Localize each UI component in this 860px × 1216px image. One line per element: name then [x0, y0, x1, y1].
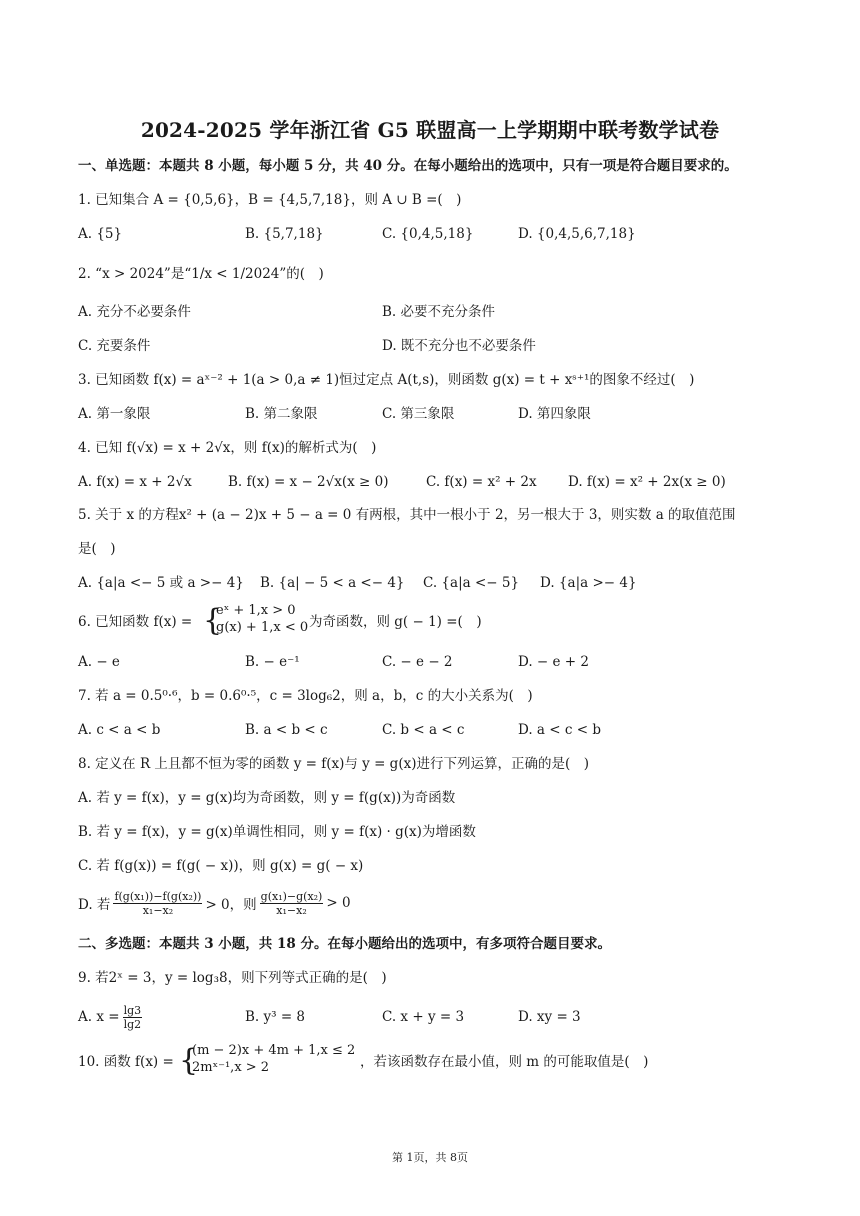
q1-option-a: A. {5} [78, 226, 123, 242]
q8-d-fraction-2 [260, 890, 324, 917]
q3-option-a: A. 第一象限 [78, 406, 151, 422]
q6-option-d: D. − e + 2 [518, 654, 590, 670]
q8-option-d [78, 886, 351, 920]
q3-option-d: D. 第四象限 [518, 406, 591, 422]
question-10-stem-pre: 10. 函数 f(x) = [78, 1054, 174, 1070]
question-4-stem: 4. 已知 f(√x) = x + 2√x，则 f(x)的解析式为( ) [78, 440, 377, 456]
q1-option-b: B. {5,7,18} [245, 226, 324, 242]
q9-a-prefix: A. x = [78, 1009, 120, 1025]
q9-a-denominator: lg2 [123, 1017, 142, 1031]
question-2-stem: 2. “x > 2024”是“1/x < 1/2024”的( ) [78, 266, 324, 282]
question-8-stem: 8. 定义在 R 上且都不恒为零的函数 y = f(x)与 y = g(x)进行下列运算，正确的是( ) [78, 756, 590, 772]
question-10-stem-post: ，若该函数存在最小值，则 m 的可能取值是( ) [360, 1054, 649, 1070]
q6-case-2: g(x) + 1,x < 0 [216, 620, 309, 635]
q4-option-b: B. f(x) = x − 2√x(x ≥ 0) [228, 474, 389, 490]
q8-d-frac1-numerator: f(g(x₁))−f(g(x₂)) [114, 889, 202, 903]
q3-option-b: B. 第二象限 [245, 406, 318, 422]
q9-option-d: D. xy = 3 [518, 1009, 581, 1025]
q2-option-a: A. 充分不必要条件 [78, 304, 191, 320]
q8-d-suffix: > 0 [326, 895, 351, 911]
q7-option-b: B. a < b < c [245, 722, 328, 738]
question-7-stem: 7. 若 a = 0.5⁰·⁶，b = 0.6⁰·⁵，c = 3log₆2，则 a，b，c 的大小关系为( ) [78, 688, 533, 704]
q6-option-a: A. − e [78, 654, 120, 670]
q8-d-middle: > 0，则 [205, 897, 257, 913]
q4-option-a: A. f(x) = x + 2√x [78, 474, 192, 490]
q1-option-c: C. {0,4,5,18} [382, 226, 474, 242]
q8-d-frac1-denominator: x₁−x₂ [142, 903, 174, 917]
q9-option-a [78, 1000, 145, 1034]
exam-title: 2024-2025 学年浙江省 G5 联盟高一上学期期中联考数学试卷 [140, 118, 720, 142]
q4-option-c: C. f(x) = x² + 2x [426, 474, 537, 490]
q6-case-1: eˣ + 1,x > 0 [216, 603, 296, 618]
question-1-stem: 1. 已知集合 A = {0,5,6}，B = {4,5,7,18}，则 A ∪ B =( ) [78, 192, 462, 208]
question-5-stem-line1: 5. 关于 x 的方程x² + (a − 2)x + 5 − a = 0 有两根，其中一根小于 2，另一根大于 3，则实数 a 的取值范围 [78, 507, 736, 523]
q7-option-d: D. a < c < b [518, 722, 601, 738]
q2-option-b: B. 必要不充分条件 [382, 304, 496, 320]
q7-option-c: C. b < a < c [382, 722, 465, 738]
q8-option-a: A. 若 y = f(x)，y = g(x)均为奇函数，则 y = f(g(x))为奇函数 [78, 790, 456, 806]
q8-option-c: C. 若 f(g(x)) = f(g( − x))，则 g(x) = g( − x) [78, 858, 364, 874]
page-footer: 第 1页，共 8页 [392, 1151, 468, 1164]
q10-piecewise-brace: { [179, 1043, 199, 1078]
q8-option-b: B. 若 y = f(x)，y = g(x)单调性相同，则 y = f(x) · g(x)为增函数 [78, 824, 476, 840]
q9-a-numerator: lg3 [123, 1003, 142, 1017]
q5-option-b: B. {a| − 5 < a <− 4} [260, 575, 405, 591]
question-6-stem-pre: 6. 已知函数 f(x) = [78, 614, 193, 630]
q10-case-1: (m − 2)x + 4m + 1,x ≤ 2 [192, 1043, 356, 1058]
q5-option-a: A. {a|a <− 5 或 a >− 4} [78, 575, 244, 591]
q10-case-2: 2mˣ⁻¹,x > 2 [192, 1060, 270, 1075]
q7-option-a: A. c < a < b [78, 722, 161, 738]
question-5-stem-line2: 是( ) [78, 541, 116, 557]
q6-option-c: C. − e − 2 [382, 654, 453, 670]
question-6-stem-post: 为奇函数，则 g( − 1) =( ) [309, 614, 482, 630]
q9-option-c: C. x + y = 3 [382, 1009, 465, 1025]
q5-option-d: D. {a|a >− 4} [540, 575, 637, 591]
q1-option-d: D. {0,4,5,6,7,18} [518, 226, 636, 242]
q8-d-fraction-1 [113, 890, 202, 917]
q9-option-b: B. y³ = 8 [245, 1009, 306, 1025]
question-3-stem: 3. 已知函数 f(x) = aˣ⁻² + 1(a > 0,a ≠ 1)恒过定点 A(t,s)，则函数 g(x) = t + xˢ⁺¹的图象不经过( ) [78, 372, 695, 388]
question-9-stem: 9. 若2ˣ = 3，y = log₃8，则下列等式正确的是( ) [78, 970, 387, 986]
q5-option-c: C. {a|a <− 5} [423, 575, 520, 591]
q2-option-d: D. 既不充分也不必要条件 [382, 338, 536, 354]
q8-d-frac2-denominator: x₁−x₂ [276, 903, 307, 917]
q6-option-b: B. − e⁻¹ [245, 654, 300, 670]
section-single-choice-header: 一、单选题：本题共 8 小题，每小题 5 分，共 40 分。在每小题给出的选项中，只有一项是符合题目要求的。 [78, 158, 738, 174]
q6-piecewise-brace: { [203, 603, 223, 638]
q2-option-c: C. 充要条件 [78, 338, 151, 354]
section-multi-choice-header: 二、多选题：本题共 3 小题，共 18 分。在每小题给出的选项中，有多项符合题目要求。 [78, 936, 611, 952]
q4-option-d: D. f(x) = x² + 2x(x ≥ 0) [568, 474, 726, 490]
q3-option-c: C. 第三象限 [382, 406, 455, 422]
q8-d-frac2-numerator: g(x₁)−g(x₂) [260, 889, 323, 903]
q9-a-fraction [123, 1004, 143, 1031]
q8-d-prefix: D. 若 [78, 897, 111, 913]
